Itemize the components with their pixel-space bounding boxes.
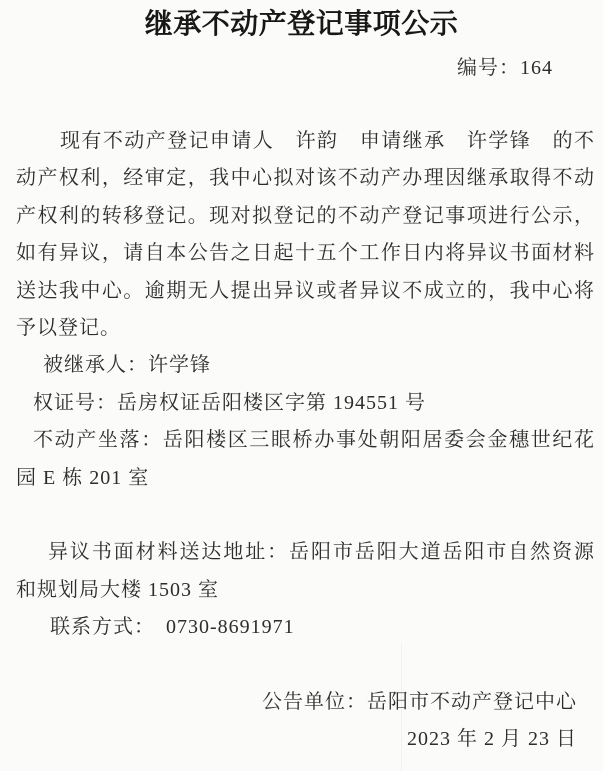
para-line-6: 予以登记。: [16, 317, 121, 340]
footer-issuer: 公告单位：岳阳市不动产登记中心: [262, 691, 577, 714]
footer-date: 2023 年 2 月 23 日: [407, 728, 577, 751]
para-line-4: 如有异议，请自本公告之日起十五个工作日内将异议书面材料: [16, 242, 595, 265]
para-line-3: 产权利的转移登记。现对拟登记的不动产登记事项进行公示，: [16, 204, 595, 227]
blank-line: [16, 497, 595, 534]
field-certificate: 权证号：岳房权证岳阳楼区字第 194551 号: [33, 391, 426, 414]
para-line-5: 送达我中心。逾期无人提出异议或者异议不成立的，我中心将: [16, 279, 595, 302]
notice-title: 继承不动产登记事项公示: [144, 9, 459, 40]
field-objection-address-line2: 和规划局大楼 1503 室: [16, 578, 219, 601]
field-contact: 联系方式： 0730-8691971: [50, 616, 295, 639]
para-line-1: 现有不动产登记申请人 许韵 申请继承 许学锋 的不: [60, 130, 595, 152]
field-heir: 被继承人：许学锋: [43, 354, 211, 377]
scan-crease-artifact: [401, 643, 402, 771]
notice-body: [0, 123, 603, 759]
para-line-2: 动产权利，经审定，我中心拟对该不动产办理因继承取得不动: [16, 167, 595, 190]
field-objection-address-line1: 异议书面材料送达地址：岳阳市岳阳大道岳阳市自然资源: [48, 541, 595, 564]
doc-number: 编号：164: [457, 57, 553, 79]
field-location-line2: 园 E 栋 201 室: [16, 466, 150, 489]
blank-line: [16, 647, 595, 684]
field-location-line1: 不动产坐落：岳阳楼区三眼桥办事处朝阳居委会金穗世纪花: [33, 429, 595, 452]
